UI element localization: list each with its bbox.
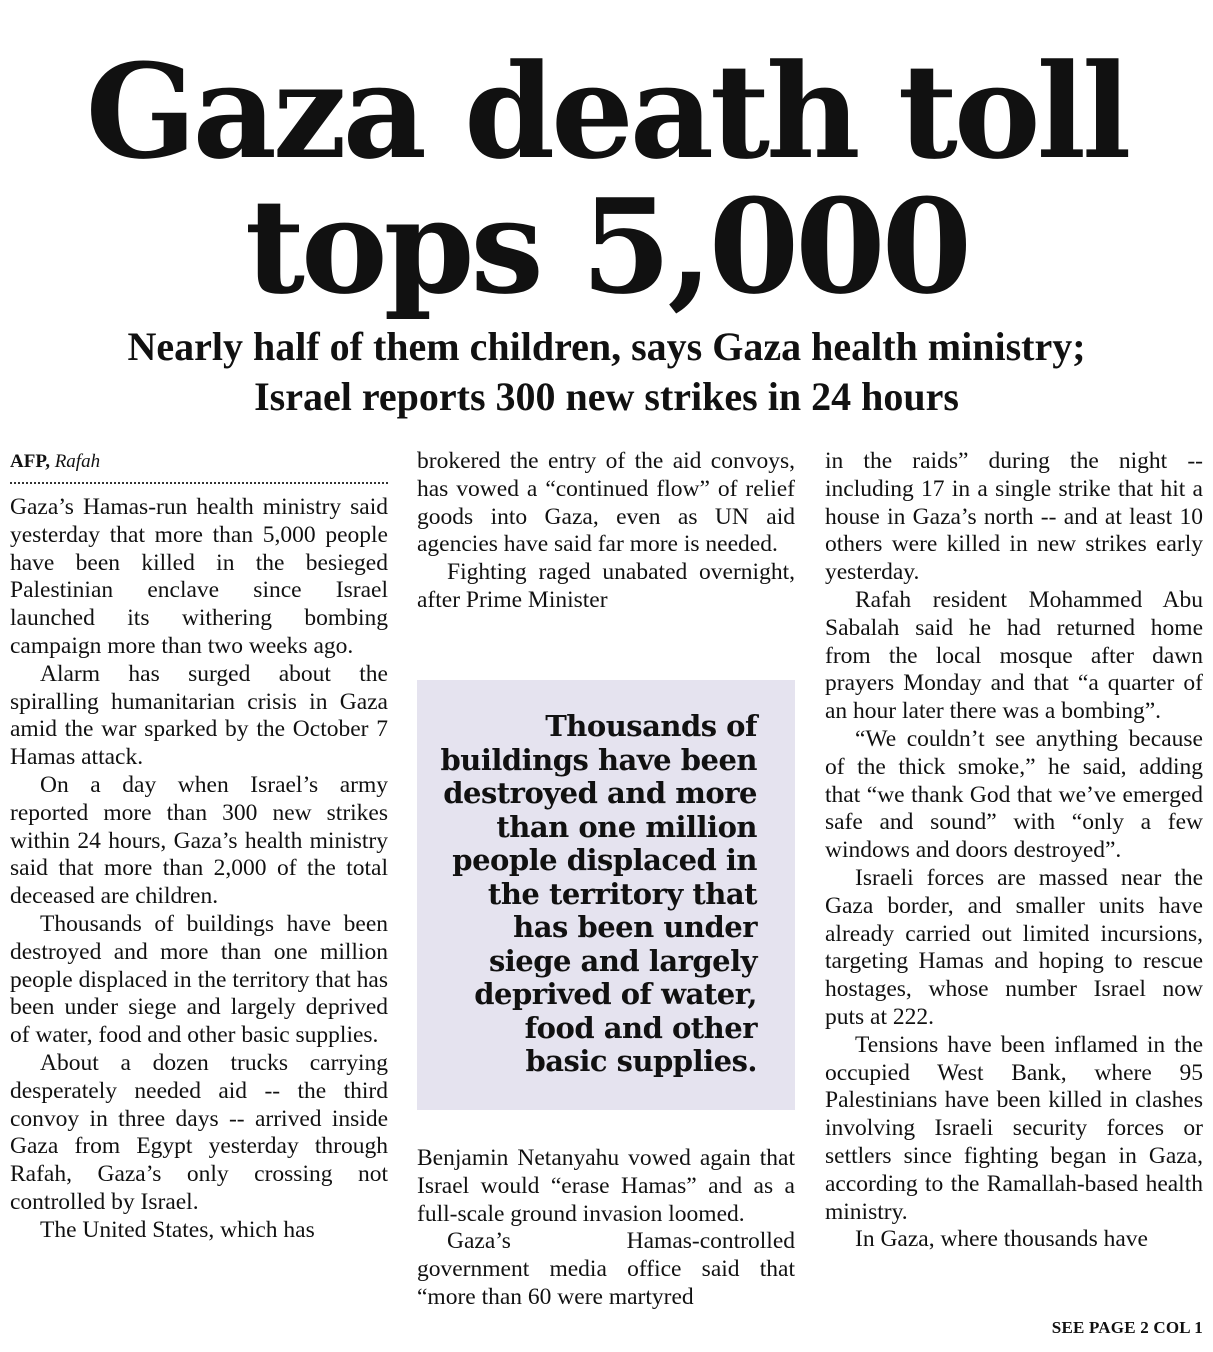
subheadline-line-1: Nearly half of them children, says Gaza health ministry; <box>127 324 1086 369</box>
byline-location: Rafah <box>54 451 101 472</box>
paragraph: In Gaza, where thousands have <box>855 1226 1148 1253</box>
paragraph: in the raids” during the night -- including 17 in a single strike that hit a house in Gaza’s north -- and at least 10 others were killed in new strikes early yesterday. <box>825 448 1203 586</box>
paragraph: On a day when Israel’s army reported more than 300 new strikes within 24 hours, Gaza’s health ministry said that more than 2,000 of the total deceased are children. <box>10 771 388 910</box>
pull-quote-text: Thousands of buildings have been destroyed and more than one million people displaced in the territory that has been under siege and largely deprived of water, food and other basic supplies. <box>440 709 757 1078</box>
article-column-2-top <box>417 448 795 615</box>
paragraph: About a dozen trucks carrying desperately needed aid -- the third convoy in three days -- arrived inside Gaza from Egypt yesterday through Rafah, Gaza’s only crossing not controlled by Israel. <box>10 1049 388 1215</box>
subheadline-line-2: Israel reports 300 new strikes in 24 hours <box>254 374 959 419</box>
headline-line-2: tops 5,000 <box>244 170 969 323</box>
paragraph: Benjamin Netanyahu vowed again that Israel would “erase Hamas” and as a full-scale ground invasion loomed. <box>417 1145 795 1227</box>
paragraph: brokered the entry of the aid convoys, has vowed a “continued flow” of relief goods into Gaza, even as UN aid agencies have said far more is needed. <box>417 448 795 558</box>
headline-line-1: Gaza death toll <box>85 35 1128 188</box>
byline-agency: AFP, <box>10 451 50 472</box>
byline <box>10 448 388 484</box>
article-column-2-bottom <box>417 1145 795 1312</box>
paragraph: Fighting raged unabated overnight, after Prime Minister <box>417 559 795 613</box>
continued-on-page-link[interactable]: SEE PAGE 2 COL 1 <box>1051 1318 1203 1337</box>
paragraph: The United States, which has <box>40 1216 315 1243</box>
paragraph: Israeli forces are massed near the Gaza border, and smaller units have already carried out limited incursions, targeting Hamas and hoping to rescue hostages, whose number Israel now puts at 222. <box>825 864 1203 1030</box>
headline <box>0 35 1213 323</box>
paragraph: Tensions have been inflamed in the occupied West Bank, where 95 Palestinians have been killed in clashes involving Israeli security forces or settlers since fighting began in Gaza, according to the Ramallah-based health ministry. <box>825 1031 1203 1225</box>
paragraph: Gaza’s Hamas-run health ministry said yesterday that more than 5,000 people have been killed in the besieged Palestinian enclave since Israel launched its withering bombing campaign more than two weeks ago. <box>10 494 388 659</box>
paragraph: Gaza’s Hamas-controlled government media office said that “more than 60 were martyred <box>417 1228 795 1310</box>
article-column-1 <box>10 448 388 1245</box>
article-column-3 <box>825 448 1203 1254</box>
paragraph: Thousands of buildings have been destroyed and more than one million people displaced in the territory that has been under siege and largely deprived of water, food and other basic supplies. <box>10 910 388 1049</box>
subheadline <box>0 322 1213 422</box>
paragraph: Rafah resident Mohammed Abu Sabalah said he had returned home from the local mosque after dawn prayers Monday and that “a quarter of an hour later there was a bombing”. <box>825 586 1203 725</box>
paragraph: Alarm has surged about the spiralling humanitarian crisis in Gaza amid the war sparked by the October 7 Hamas attack. <box>10 660 388 771</box>
paragraph: “We couldn’t see anything because of the thick smoke,” he said, adding that “we thank God that we’ve emerged safe and sound” with “only a few windows and doors destroyed”. <box>825 725 1203 864</box>
pull-quote-box <box>417 680 795 1110</box>
